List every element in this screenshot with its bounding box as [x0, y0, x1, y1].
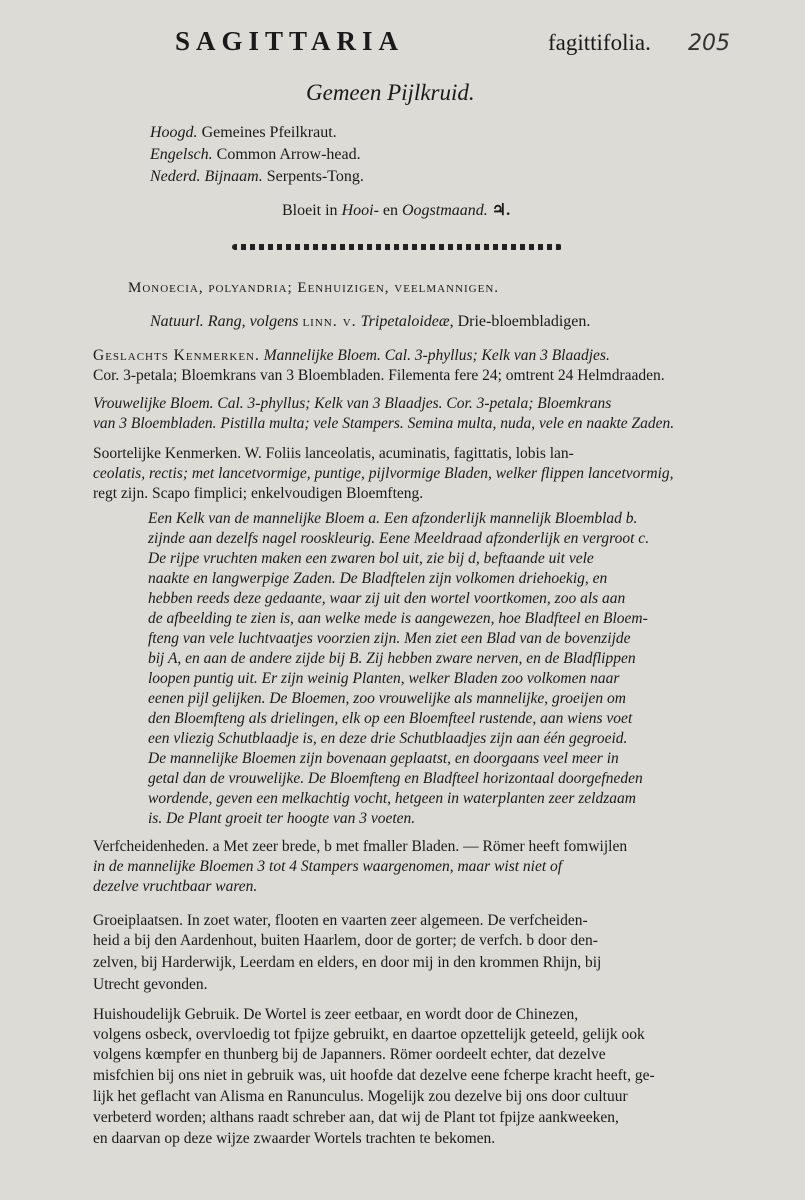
text-line: loopen puntig uit. Er zijn weinig Planten, welker Bladen zoo volkomen naar	[148, 670, 620, 687]
text-line: in de mannelijke Bloemen 3 tot 4 Stampers waargenomen, maar wist niet of	[93, 858, 563, 875]
text-line: is. De Plant groeit ter hoogte van 3 voeten.	[148, 810, 416, 827]
text-line: Een Kelk van de mannelijke Bloem a. Een afzonderlijk mannelijk Bloemblad b.	[148, 510, 638, 527]
text-line: een vliezig Schutblaadje is, en deze drie Schutblaadjes zijn aan één gegroeid.	[148, 730, 628, 747]
bloom-period: Bloeit in Hooi- en Oogstmaand. ♃.	[282, 202, 511, 219]
vernacular-names	[150, 122, 364, 188]
text-line: heid a bij den Aardenhout, buiten Haarlem, door de gorter; de verfch. b door den-	[93, 932, 598, 949]
species-title: fagittifolia.	[548, 30, 651, 55]
text-line: naakte en langwerpige Zaden. De Bladftelen zijn volkomen driehoekig, en	[148, 570, 608, 587]
text-line: ceolatis, rectis; met lancetvormige, puntige, pijlvormige Bladen, welker flippen lancetvormig,	[93, 465, 674, 482]
text-line: getal dan de vrouwelijke. De Bloemfteng en Bladfteel horizontaal doorgefneden	[148, 770, 643, 787]
text-line: hebben reeds deze gedaante, waar zij uit den wortel voortkomen, zoo als aan	[148, 590, 626, 607]
text-line: Geslachts Kenmerken. Mannelijke Bloem. Cal. 3-phyllus; Kelk van 3 Blaadjes.	[93, 347, 610, 364]
name-row: Hoogd. Gemeines Pfeilkraut.	[150, 124, 337, 141]
text-line: zijnde aan dezelfs nagel rooskleurig. Eene Meeldraad afzonderlijk en vergroot c.	[148, 530, 650, 547]
text-line: lijk het geflacht van Alisma en Ranunculus. Mogelijk zou dezelve bij ons door cultuur	[93, 1088, 628, 1105]
text-line: Soortelijke Kenmerken. W. Foliis lanceolatis, acuminatis, fagittatis, lobis lan-	[93, 445, 574, 462]
text-line: De mannelijke Bloemen zijn bovenaan geplaatst, en doorgaans veel meer in	[148, 750, 619, 767]
text-line: den Bloemfteng als drielingen, elk op een Bloemfteel rustende, aan wiens voet	[148, 710, 633, 727]
text-line: De rijpe vruchten maken een zwaren bol uit, zie bij d, beftaande uit vele	[148, 550, 594, 567]
text-line: de afbeelding te zien is, aan welke mede is aangewezen, hoe Bladfteel en Bloem-	[148, 610, 648, 627]
natural-order: Natuurl. Rang, volgens linn. v. Tripetaloideæ, Drie-bloembladigen.	[150, 313, 591, 330]
name-row: Engelsch. Common Arrow-head.	[150, 146, 361, 163]
text-line: misfchien bij ons niet in gebruik was, uit hoofde dat dezelve eene fcherpe kracht heeft, ge-	[93, 1067, 655, 1084]
classification: Monoecia, polyandria; Eenhuizigen, veelmannigen.	[128, 280, 500, 296]
text-line: verbeterd worden; althans raadt schreber aan, dat wij de Plant tot fpijze aankweeken,	[93, 1109, 619, 1126]
text-line: Vrouwelijke Bloem. Cal. 3-phyllus; Kelk van 3 Blaadjes. Cor. 3-petala; Bloemkrans	[93, 395, 612, 412]
text-line: Utrecht gevonden.	[93, 976, 208, 993]
text-line: fteng van vele luchtvaatjes voorzien zijn. Men ziet een Blad van de bovenzijde	[148, 630, 631, 647]
text-line: van 3 Bloembladen. Pistilla multa; vele Stampers. Semina multa, nuda, vele en naakte Zaden.	[93, 415, 675, 432]
text-line: volgens kœmpfer en thunberg bij de Japanners. Römer oordeelt echter, dat dezelve	[93, 1046, 606, 1063]
ornamental-divider	[232, 244, 562, 250]
text-line: zelven, bij Harderwijk, Leerdam en elders, en door mij in den krommen Rhijn, bij	[93, 954, 602, 971]
text-line: Huishoudelijk Gebruik. De Wortel is zeer eetbaar, en wordt door de Chinezen,	[93, 1006, 579, 1023]
text-line: Cor. 3-petala; Bloemkrans van 3 Bloembladen. Filementa fere 24; omtrent 24 Helmdraaden.	[93, 367, 665, 384]
text-line: bij A, en aan de andere zijde bij B. Zij hebben zware nerven, en de Bladflippen	[148, 650, 636, 667]
text-line: eenen pijl gelijken. De Bloemen, zoo vrouwelijke als mannelijke, groeijen om	[148, 690, 626, 707]
text-line: volgens osbeck, overvloedig tot fpijze gebruikt, en daartoe opzettelijk geteeld, gelijk ook	[93, 1026, 645, 1043]
genus-title: SAGITTARIA	[175, 26, 405, 56]
common-name: Gemeen Pijlkruid.	[306, 80, 475, 105]
text-line: Groeiplaatsen. In zoet water, flooten en vaarten zeer algemeen. De verfcheiden-	[93, 912, 588, 929]
text-line: en daarvan op deze wijze zwaarder Wortels trachten te bekomen.	[93, 1130, 496, 1147]
perennial-symbol: ♃.	[491, 202, 511, 219]
name-row: Nederd. Bijnaam. Serpents-Tong.	[150, 168, 364, 185]
text-line: Verfcheidenheden. a Met zeer brede, b met fmaller Bladen. — Römer heeft fomwijlen	[93, 838, 628, 855]
text-line: wordende, geven een melkachtig vocht, hetgeen in waterplanten zeer zeldzaam	[148, 790, 636, 807]
page-number: 205	[688, 31, 730, 56]
text-line: regt zijn. Scapo fimplici; enkelvoudigen Bloemfteng.	[93, 485, 424, 502]
text-line: dezelve vruchtbaar waren.	[93, 878, 258, 895]
